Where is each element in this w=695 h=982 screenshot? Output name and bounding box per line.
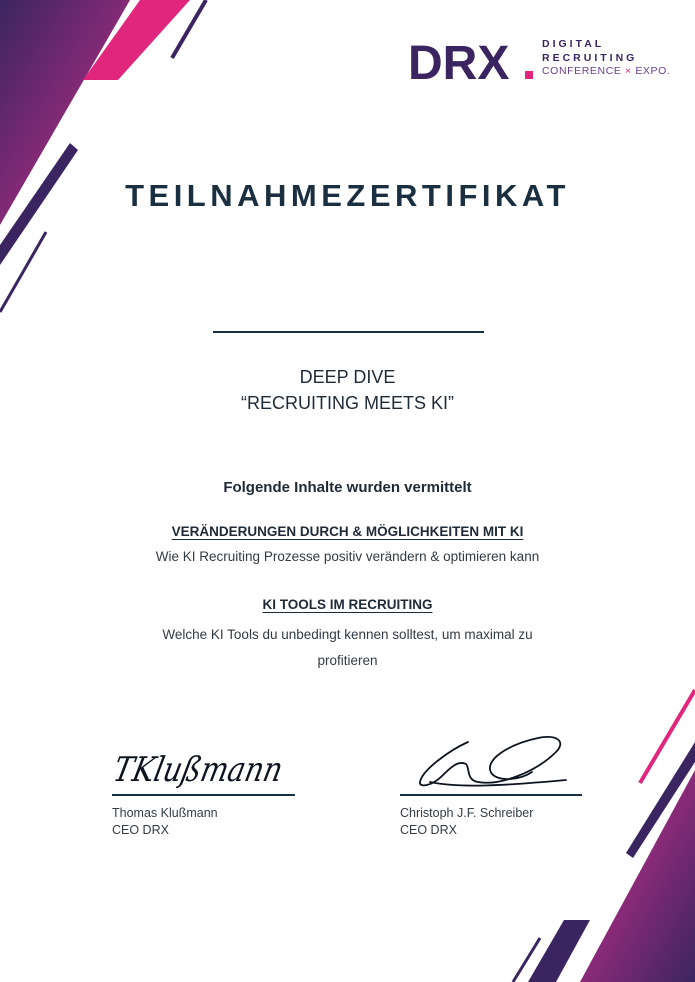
topic-1-description: Wie KI Recruiting Prozesse positiv verändern & optimieren kann — [155, 549, 540, 564]
subtitle-line-1: DEEP DIVE — [299, 367, 396, 387]
signatory-2-role: CEO DRX — [400, 823, 457, 837]
signature-2-handwriting — [420, 737, 566, 786]
logo-mark-dot — [525, 71, 533, 79]
signatory-1-name: Thomas Klußmann — [112, 806, 218, 820]
content-intro: Folgende Inhalte wurden vermittelt — [223, 479, 472, 496]
topic-1-heading: VERÄNDERUNGEN DURCH & MÖGLICHKEITEN MIT KI — [171, 524, 524, 539]
signatory-1-role: CEO DRX — [112, 823, 169, 837]
signatory-2 — [400, 805, 533, 839]
signature-2-line — [400, 794, 582, 796]
signatory-1 — [112, 805, 218, 839]
subtitle-line-2: “RECRUITING MEETS KI” — [240, 393, 454, 413]
signature-2 — [410, 730, 580, 790]
logo-line-3 — [542, 65, 670, 79]
stripe-dark-bottom — [528, 920, 590, 982]
signature-1-line — [112, 794, 295, 796]
topic-2-description: Welche KI Tools du unbedingt kennen solltest, um maximal zu profitieren — [162, 627, 533, 668]
corner-gradient-bottom-right — [580, 770, 695, 982]
logo-line-3-b: EXPO. — [635, 65, 671, 77]
logo-line-3-x: × — [625, 65, 632, 77]
logo-line-1: DIGITAL — [542, 38, 605, 50]
drx-logo-mark — [408, 34, 536, 90]
topic-2-heading: KI TOOLS IM RECRUITING — [262, 597, 433, 612]
title-divider — [213, 331, 484, 333]
logo-mark-text: DRX — [408, 37, 510, 90]
logo-line-3-a: CONFERENCE — [542, 65, 622, 77]
logo-line-2: RECRUITING — [542, 51, 638, 64]
signatory-2-name: Christoph J.F. Schreiber — [400, 806, 534, 820]
certificate-title: TEILNAHMEZERTIFIKAT — [125, 178, 570, 213]
signature-1 — [109, 733, 319, 793]
signature-1-handwriting: TKlußmann — [109, 750, 319, 790]
drx-logo — [408, 34, 678, 90]
